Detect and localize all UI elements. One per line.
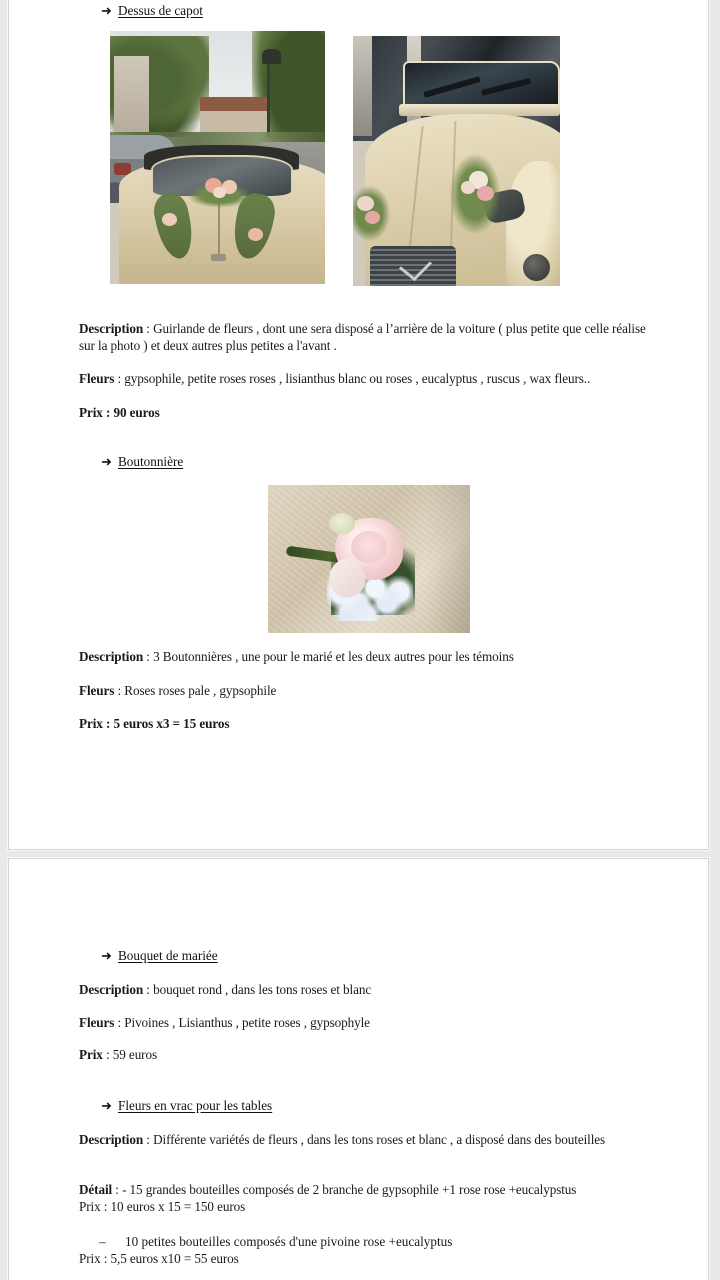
section-heading-text: Dessus de capot: [118, 3, 203, 18]
detail-label: Détail: [79, 1182, 113, 1197]
description-text: Guirlande de fleurs , dont une sera disposé a l’arrière de la voiture ( plus petite que celle réalise sur la photo ) et deux autres plus petites a l'avant .: [79, 321, 646, 353]
vrac-description-paragraph: [79, 1132, 624, 1149]
section-heading-boutonniere: [101, 454, 183, 470]
vrac-detail-line-1: [79, 1182, 659, 1199]
fleurs-separator: :: [114, 1015, 125, 1030]
detail-text-1: - 15 grandes bouteilles composés de 2 branche de gypsophile +1 rose rose +eucalypstus: [122, 1182, 577, 1197]
front-hood-of-decorated-2cv-car-image: [353, 36, 560, 286]
fleurs-text: gypsophile, petite roses roses , lisianthus blanc ou roses , eucalyptus , ruscus , wax fleurs..: [124, 371, 591, 386]
capot-description-paragraph: [79, 321, 649, 354]
section-heading-text: Boutonnière: [118, 454, 184, 469]
rear-of-decorated-2cv-car-image: [110, 31, 325, 284]
prix-separator: :: [102, 1047, 113, 1062]
vrac-detail-line-2: [99, 1234, 639, 1251]
detail-text-2: 10 petites bouteilles composés d'une pivoine rose +eucalyptus: [125, 1234, 453, 1249]
fleurs-text: Pivoines , Lisianthus , petite roses , gypsophyle: [124, 1015, 370, 1030]
prix-label: Prix: [79, 1047, 103, 1062]
description-label: Description: [79, 982, 144, 997]
section-heading-text: Fleurs en vrac pour les tables: [118, 1098, 273, 1113]
arrow-bullet-icon: ➜: [101, 454, 112, 469]
fleurs-label: Fleurs: [79, 1015, 115, 1030]
fleurs-label: Fleurs: [79, 371, 115, 386]
bouquet-description-paragraph: [79, 982, 639, 999]
description-text: 3 Boutonnières , une pour le marié et les deux autres pour les témoins: [153, 649, 514, 664]
fleurs-separator: :: [114, 683, 125, 698]
fleurs-text: Roses roses pale , gypsophile: [124, 683, 277, 698]
description-separator: :: [143, 982, 154, 997]
bouquet-prix-paragraph: [79, 1047, 479, 1064]
prix-text: 59 euros: [112, 1047, 157, 1062]
arrow-bullet-icon: ➜: [101, 1098, 112, 1113]
fleurs-separator: :: [114, 371, 125, 386]
arrow-bullet-icon: ➜: [101, 3, 112, 18]
description-text: bouquet rond , dans les tons roses et blanc: [153, 982, 372, 997]
capot-fleurs-paragraph: [79, 371, 669, 388]
boutonniere-description-paragraph: [79, 649, 659, 666]
description-text: Différente variétés de fleurs , dans les tons roses et blanc , a disposé dans des bouteilles: [153, 1132, 606, 1147]
boutonniere-prix-text: Prix : 5 euros x3 = 15 euros: [79, 716, 230, 731]
bouquet-fleurs-paragraph: [79, 1015, 639, 1032]
document-page-2: [8, 858, 709, 1280]
detail-separator: :: [112, 1182, 123, 1197]
arrow-bullet-icon: ➜: [101, 948, 112, 963]
description-separator: :: [143, 649, 154, 664]
boutonniere-fleurs-paragraph: [79, 683, 559, 700]
description-label: Description: [79, 1132, 144, 1147]
boutonniere-photo-image: [268, 485, 470, 633]
section-heading-text: Bouquet de mariée: [118, 948, 218, 963]
vrac-detail-price-2: Prix : 5,5 euros x10 = 55 euros: [79, 1251, 239, 1266]
description-separator: :: [143, 1132, 154, 1147]
description-label: Description: [79, 321, 144, 336]
description-separator: :: [143, 321, 154, 336]
section-heading-fleurs-en-vrac: [101, 1098, 272, 1114]
capot-prix-text: Prix : 90 euros: [79, 405, 160, 420]
description-label: Description: [79, 649, 144, 664]
fleurs-label: Fleurs: [79, 683, 115, 698]
dash-bullet-icon: –: [99, 1234, 106, 1249]
section-heading-dessus-de-capot: [101, 3, 203, 19]
document-page-1: [8, 0, 709, 850]
vrac-detail-price-1: Prix : 10 euros x 15 = 150 euros: [79, 1199, 246, 1214]
section-heading-bouquet-de-mariee: [101, 948, 218, 964]
